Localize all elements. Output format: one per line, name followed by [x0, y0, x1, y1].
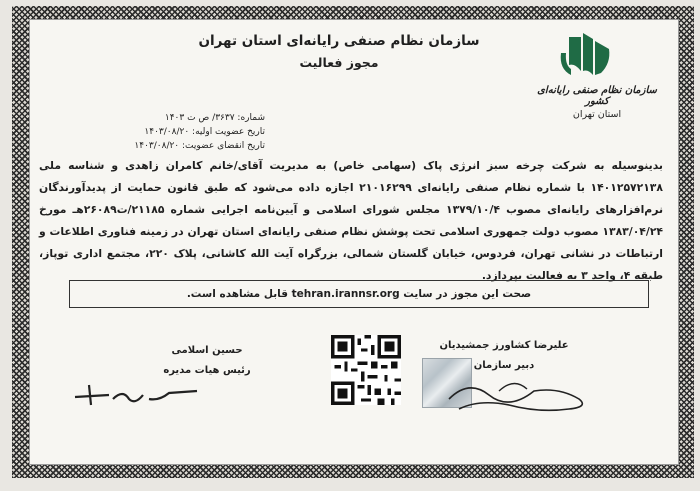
permit-title: مجوز فعالیت — [299, 55, 379, 70]
logo-branch: استان تهران — [572, 109, 622, 120]
permit-body: بدینوسیله به شرکت چرخه سبز انرژی پاک (سهامی خاص) به مدیریت آقای/خانم کامران زاهدی و شناسه ملی ۱۴۰۱۲۵۷۲۱۳۸ با شماره نظام صنفی رایانه‌ای ۲۱۰۱۶۲۹۹ اجازه داده می‌شود که طبق قانون حمایت از پدیدآورندگان نرم‌افزارهای رایانه‌ای مصوب ۱۳۷۹/۱۰/۴ مجلس شورای اسلامی و آیین‌نامه اجرایی شماره ۲۱۱۸۵/ت۲۶۰۸۹هـ مورخ ۱۳۸۳/۰۴/۲۴ مصوب دولت جمهوری اسلامی تحت پوشش نظام صنفی رایانه‌ای استان تهران در زمینه فناوری اطلاعات و ارتباطات در نشانی تهران، فردوس، خیابان گلستان شمالی، بزرگراه آیت الله کاشانی، پلاک ۲۲۰، مجتمع اداری توپاز، طبقه ۴، واحد ۳ به فعالیت بپردازد. — [39, 159, 663, 282]
certificate-sheet — [29, 19, 679, 465]
permit-number: شماره: ۳۶۳۷/ ص ت ۱۴۰۳ — [164, 113, 265, 123]
chairman-signature-icon — [69, 375, 209, 411]
qr-code-icon — [331, 335, 401, 405]
membership-expiry-date: تاریخ انقضای عضویت: ۱۴۰۳/۰۸/۲۰ — [134, 141, 265, 151]
signatory-role-secretary: دبیر سازمان — [473, 360, 535, 371]
permit-meta — [35, 111, 265, 153]
signatory-role-chairman: رئیس هیات مدیره — [163, 365, 251, 376]
signatory-name-chairman: حسین اسلامی — [171, 345, 243, 356]
organization-title: سازمان نظام صنفی رایانه‌ای استان تهران — [198, 33, 480, 49]
secretary-signature-icon — [439, 369, 609, 419]
verification-site: tehran.irannsr.org — [291, 288, 400, 300]
first-membership-date: تاریخ عضویت اولیه: ۱۴۰۳/۰۸/۲۰ — [144, 127, 265, 137]
logo-caption: سازمان نظام صنفی رایانه‌ای کشور — [537, 85, 657, 107]
verification-box — [69, 280, 649, 308]
verification-prefix: صحت این مجوز در سایت — [403, 288, 532, 300]
signatory-name-secretary: علیرضا کشاورز جمشیدیان — [439, 340, 569, 351]
verification-suffix: قابل مشاهده است. — [186, 288, 288, 300]
